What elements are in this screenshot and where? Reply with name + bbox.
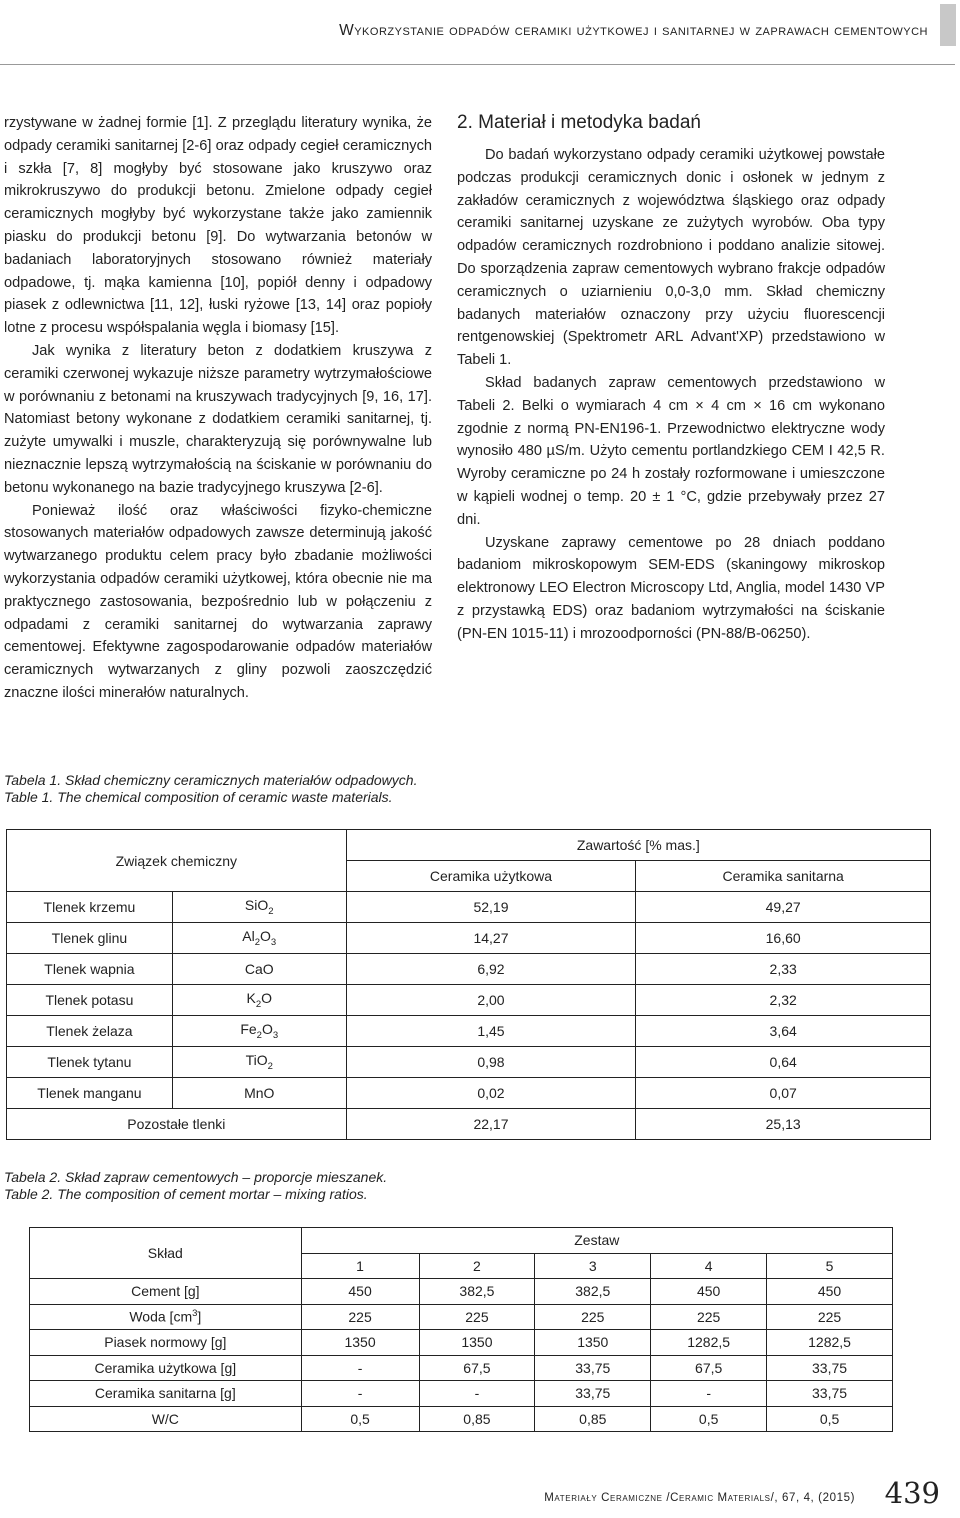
table-mortar-composition bbox=[29, 1227, 893, 1432]
subscript: 3 bbox=[270, 936, 277, 948]
set-value: 0,5 bbox=[301, 1406, 419, 1432]
set-value: 1282,5 bbox=[651, 1330, 767, 1356]
left-column bbox=[4, 112, 432, 705]
set-value: 0,5 bbox=[767, 1406, 893, 1432]
component-label: Piasek normowy [g] bbox=[30, 1330, 302, 1356]
table-row bbox=[30, 1279, 893, 1305]
set-value: - bbox=[301, 1355, 419, 1381]
set-value: - bbox=[651, 1381, 767, 1407]
set-value: 450 bbox=[301, 1279, 419, 1305]
set-value: 1350 bbox=[419, 1330, 535, 1356]
table-row bbox=[7, 985, 931, 1016]
compound-name: Tlenek żelaza bbox=[7, 1016, 173, 1047]
compound-formula: MnO bbox=[172, 1078, 346, 1109]
value-utility: 14,27 bbox=[346, 923, 636, 954]
table-row bbox=[30, 1355, 893, 1381]
component-label: Woda $[cm^3]$ bbox=[30, 1304, 302, 1330]
set-value: 450 bbox=[767, 1279, 893, 1305]
set-value: 33,75 bbox=[535, 1381, 651, 1407]
set-value: 1350 bbox=[301, 1330, 419, 1356]
caption-en: Table 1. The chemical composition of ceramic waste materials. bbox=[4, 788, 393, 805]
table-row bbox=[7, 1109, 931, 1140]
value-utility: 6,92 bbox=[346, 954, 636, 985]
set-value: 225 bbox=[419, 1304, 535, 1330]
value-utility: 52,19 bbox=[346, 892, 636, 923]
value-sanitary: 25,13 bbox=[636, 1109, 931, 1140]
compound-name: Tlenek wapnia bbox=[7, 954, 173, 985]
header-rule bbox=[0, 64, 955, 65]
table-row bbox=[7, 1047, 931, 1078]
set-value: 1350 bbox=[535, 1330, 651, 1356]
set-value: 0,85 bbox=[535, 1406, 651, 1432]
set-value: 382,5 bbox=[535, 1279, 651, 1305]
paragraph: Skład badanych zapraw cementowych przedstawiono w Tabeli 2. Belki o wymiarach 4 cm × 4 cm × 16 cm wykonano zgodnie z normą PN-EN196-1. Przewodnictwo elektryczne wody wynosiło 480 µS/m. Użyto cementu portlandzkiego CEM I 42,5 R. Wyroby ceramiczne po 24 h zostały rozformowane i umieszczone w kąpieli wodnej o temp. 20 ± 1 °C, gdzie przebywały przez 27 dni. bbox=[457, 374, 885, 528]
table-row bbox=[7, 1078, 931, 1109]
caption-en: Table 2. The composition of cement mortar – mixing ratios. bbox=[4, 1185, 368, 1202]
header-compound: Związek chemiczny bbox=[7, 830, 347, 892]
other-oxides-label: Pozostałe tlenki bbox=[7, 1109, 347, 1140]
set-number: 2 bbox=[419, 1253, 535, 1279]
set-value: 225 bbox=[535, 1304, 651, 1330]
set-value: 0,85 bbox=[419, 1406, 535, 1432]
table-chemical-composition bbox=[6, 829, 931, 1140]
table-row bbox=[30, 1381, 893, 1407]
table-row bbox=[7, 1016, 931, 1047]
compound-formula: $Fe_2O_3$ bbox=[172, 1016, 346, 1047]
value-sanitary: 2,33 bbox=[636, 954, 931, 985]
set-value: 382,5 bbox=[419, 1279, 535, 1305]
value-utility: 22,17 bbox=[346, 1109, 636, 1140]
compound-formula: SiO$_2$ bbox=[172, 892, 346, 923]
set-value: - bbox=[419, 1381, 535, 1407]
paragraph: Uzyskane zaprawy cementowe po 28 dniach poddano badaniom mikroskopowym SEM-EDS (skaningowy mikroskop elektronowy LEO Electron Microscopy Ltd, Anglia, model 1430 VP z przystawką EDS) oraz badaniom wytrzymałości na ściskanie (PN-EN 1015-11) i mrozoodporności (PN-88/B-06250). bbox=[457, 534, 885, 642]
section-title: 2. Materiał i metodyka badań bbox=[457, 112, 701, 133]
header-sets: Zestaw bbox=[301, 1228, 892, 1254]
compound-name: Tlenek potasu bbox=[7, 985, 173, 1016]
page-number: 439 bbox=[884, 1476, 940, 1510]
compound-name: Tlenek krzemu bbox=[7, 892, 173, 923]
set-number: 5 bbox=[767, 1253, 893, 1279]
set-value: 450 bbox=[651, 1279, 767, 1305]
set-number: 3 bbox=[535, 1253, 651, 1279]
component-label: Cement [g] bbox=[30, 1279, 302, 1305]
set-value: 33,75 bbox=[767, 1355, 893, 1381]
value-sanitary: 0,64 bbox=[636, 1047, 931, 1078]
superscript: 3 bbox=[192, 1308, 198, 1320]
value-sanitary: 2,32 bbox=[636, 985, 931, 1016]
header-col-utility: Ceramika użytkowa bbox=[346, 861, 636, 892]
paragraph: Ponieważ ilość oraz właściwości fizyko-chemiczne stosowanych materiałów odpadowych zawsze determinują jakość wytwarzanego produktu celem pracy było zbadanie możliwości wykorzystania odpadów ceramiki użytkowej, która obecnie nie ma praktycznego zastosowania, bezpośrednio lub w połączeniu z odpadami z ceramiki sanitarnej do wytwarzania zaprawy cementowej. Efektywne zagospodarowanie odpadów materiałów ceramicznych wytwarzanych z gliny pozwoli zaoszczędzić znaczne ilości minerałów naturalnych. bbox=[4, 502, 432, 701]
header-content: Zawartość [% mas.] bbox=[346, 830, 930, 861]
table2-caption bbox=[4, 1169, 387, 1202]
journal-footer: Materiały Ceramiczne /Ceramic Materials/, 67, 4, (2015) bbox=[544, 1492, 855, 1504]
component-label: Ceramika użytkowa [g] bbox=[30, 1355, 302, 1381]
component-label: Ceramika sanitarna [g] bbox=[30, 1381, 302, 1407]
value-sanitary: 0,07 bbox=[636, 1078, 931, 1109]
caption-pl: Tabela 1. Skład chemiczny ceramicznych materiałów odpadowych. bbox=[4, 772, 418, 788]
set-value: - bbox=[301, 1381, 419, 1407]
table-row bbox=[7, 923, 931, 954]
value-sanitary: 3,64 bbox=[636, 1016, 931, 1047]
value-utility: 1,45 bbox=[346, 1016, 636, 1047]
value-utility: 0,98 bbox=[346, 1047, 636, 1078]
right-column bbox=[457, 112, 885, 646]
set-value: 33,75 bbox=[767, 1381, 893, 1407]
compound-formula: TiO$_2$ bbox=[172, 1047, 346, 1078]
table-row bbox=[7, 892, 931, 923]
subscript: 3 bbox=[272, 1029, 279, 1041]
subscript: 2 bbox=[267, 1060, 273, 1072]
set-value: 225 bbox=[301, 1304, 419, 1330]
paragraph: Do badań wykorzystano odpady ceramiki użytkowej powstałe podczas produkcji ceramicznych donic i osłonek w jednym z zakładów ceramicznych z województwa śląskiego oraz odpady ceramiki sanitarnej uzyskane ze zużytych wyrobów. Oba typy odpadów ceramicznych rozdrobniono i poddano analizie sitowej. Do sporządzenia zapraw cementowych wybrano frakcje odpadów ceramicznych o uziarnieniu 0,0-3,0 mm. Skład chemiczny badanych materiałów oznaczony przy użyciu fluorescencji rentgenowskiej (Spektrometr ARL Advant'XP) przedstawiono w Tabeli 1. bbox=[457, 147, 885, 369]
compound-formula: $K_2O$ bbox=[172, 985, 346, 1016]
set-value: 225 bbox=[767, 1304, 893, 1330]
header-tab-marker bbox=[940, 4, 956, 46]
set-value: 67,5 bbox=[419, 1355, 535, 1381]
compound-name: Tlenek glinu bbox=[7, 923, 173, 954]
set-value: 33,75 bbox=[535, 1355, 651, 1381]
set-value: 1282,5 bbox=[767, 1330, 893, 1356]
compound-formula: $Al_2O_3$ bbox=[172, 923, 346, 954]
set-value: 225 bbox=[651, 1304, 767, 1330]
subscript: 2 bbox=[255, 998, 262, 1010]
value-sanitary: 16,60 bbox=[636, 923, 931, 954]
table1-caption bbox=[4, 772, 417, 805]
caption-pl: Tabela 2. Skład zapraw cementowych – proporcje mieszanek. bbox=[4, 1169, 388, 1185]
header-col-sanitary: Ceramika sanitarna bbox=[636, 861, 931, 892]
header-composition: Skład bbox=[30, 1228, 302, 1279]
set-number: 4 bbox=[651, 1253, 767, 1279]
value-sanitary: 49,27 bbox=[636, 892, 931, 923]
set-value: 67,5 bbox=[651, 1355, 767, 1381]
table-row bbox=[30, 1330, 893, 1356]
running-header: Wykorzystanie odpadów ceramiki użytkowej i sanitarnej w zaprawach cementowych bbox=[339, 22, 928, 39]
table-row bbox=[30, 1304, 893, 1330]
subscript: 2 bbox=[256, 1029, 262, 1041]
subscript: 2 bbox=[268, 905, 274, 917]
value-utility: 2,00 bbox=[346, 985, 636, 1016]
compound-name: Tlenek manganu bbox=[7, 1078, 173, 1109]
compound-name: Tlenek tytanu bbox=[7, 1047, 173, 1078]
subscript: 2 bbox=[254, 936, 261, 948]
paragraph: rzystywane w żadnej formie [1]. Z przeglądu literatury wynika, że odpady ceramiki sanitarnej [2-6] oraz odpady cegieł ceramicznych i szkła [7, 8] mogłyby być stosowane jako kruszywo oraz mikrokruszywo do produkcji betonu. Zmielone odpady cegieł ceramicznych mogłyby być wykorzystane także jako zamiennik piasku do produkcji betonu [9]. Do wytwarzania betonów w badaniach laboratoryjnych stosowano również materiały odpadowe, tj. mąka kamienna [10], popiół denny i odpadowy piasek z odlewnictwa [11, 12], łuski ryżowe [13, 14] oraz popioły lotne z procesu współspalania węgla i biomasy [15]. bbox=[4, 115, 432, 337]
set-number: 1 bbox=[301, 1253, 419, 1279]
paragraph: Jak wynika z literatury beton z dodatkiem kruszywa z ceramiki czerwonej wykazuje niższe parametry wytrzymałościowe w porównaniu z betonami na kruszywach tradycyjnych [9, 16, 17]. Natomiast betony wykonane z dodatkiem ceramiki sanitarnej, tj. zużyte umywalki i muszle, charakteryzują się porównywalne lub nieznacznie lepszą wytrzymałością na ściskanie w porównaniu do betonu wykonanego na bazie tradycyjnego kruszywa [2-6]. bbox=[4, 342, 432, 496]
value-utility: 0,02 bbox=[346, 1078, 636, 1109]
compound-formula: CaO bbox=[172, 954, 346, 985]
table-row bbox=[30, 1406, 893, 1432]
table-row bbox=[7, 954, 931, 985]
set-value: 0,5 bbox=[651, 1406, 767, 1432]
component-label: W/C bbox=[30, 1406, 302, 1432]
